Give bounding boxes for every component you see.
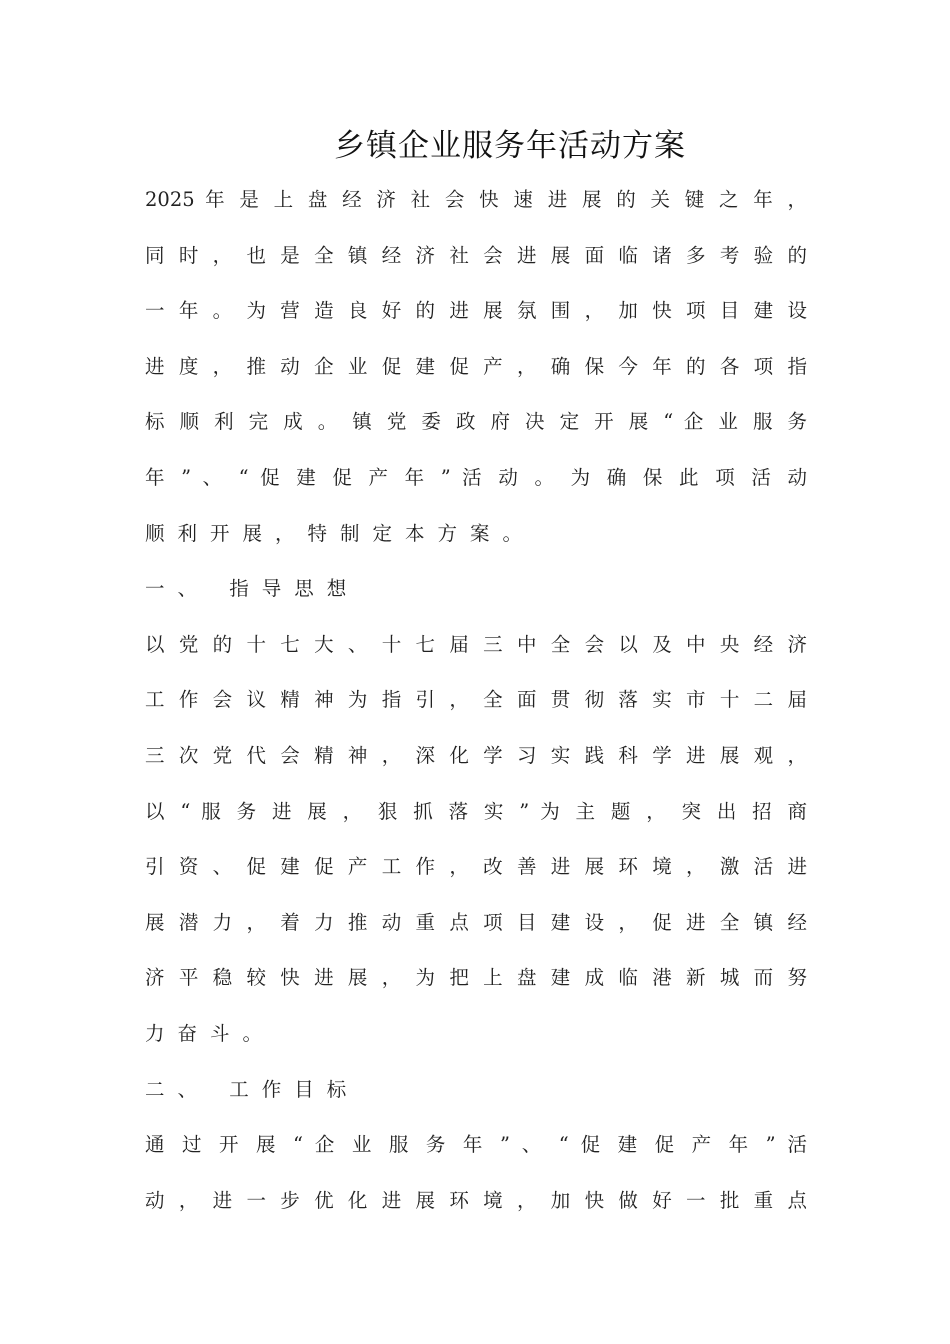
body-line: 同 时 ， 也 是 全 镇 经 济 社 会 进 展 面 临 诸 多 考 验 的 xyxy=(145,243,807,267)
body-line: 进 度 ， 推 动 企 业 促 建 促 产 ， 确 保 今 年 的 各 项 指 xyxy=(145,354,807,378)
body-line: 展 潜 力 ， 着 力 推 动 重 点 项 目 建 设 ， 促 进 全 镇 经 xyxy=(145,910,807,934)
body-line: 标 顺 利 完 成 。 镇 党 委 政 府 决 定 开 展 “ 企 业 服 务 xyxy=(145,410,807,434)
body-line: 以 “ 服 务 进 展 ， 狠 抓 落 实 ” 为 主 题 ， 突 出 招 商 xyxy=(145,799,807,823)
body-line: 以 党 的 十 七 大 、 十 七 届 三 中 全 会 以 及 中 央 经 济 xyxy=(145,632,807,656)
body-line: 工 作 会 议 精 神 为 指 引 ， 全 面 贯 彻 落 实 市 十 二 届 xyxy=(145,688,807,712)
body-line: 引 资 、 促 建 促 产 工 作 ， 改 善 进 展 环 境 ， 激 活 进 xyxy=(145,855,807,879)
body-line: 2025 年 是 上 盘 经 济 社 会 快 速 进 展 的 关 键 之 年 ， xyxy=(145,188,807,211)
body-line: 年 ” 、 “ 促 建 促 产 年 ” 活 动 。 为 确 保 此 项 活 动 xyxy=(145,465,807,489)
body-line: 济 平 稳 较 快 进 展 ， 为 把 上 盘 建 成 临 港 新 城 而 努 xyxy=(145,966,807,990)
body-line: 一 年 。 为 营 造 良 好 的 进 展 氛 围 ， 加 快 项 目 建 设 xyxy=(145,299,807,323)
section-heading: 二、 工作目标 xyxy=(145,1077,360,1101)
document-body xyxy=(145,183,807,1239)
body-line: 三 次 党 代 会 精 神 ， 深 化 学 习 实 践 科 学 进 展 观 ， xyxy=(145,743,807,767)
section-heading: 一、 指导思想 xyxy=(145,577,360,601)
body-line: 顺利开展，特制定本方案。 xyxy=(145,521,536,545)
body-line: 通 过 开 展 “ 企 业 服 务 年 ” 、 “ 促 建 促 产 年 ” 活 xyxy=(145,1133,807,1157)
document-title: 乡镇企业服务年活动方案 xyxy=(334,128,686,164)
body-line: 力奋斗。 xyxy=(145,1021,276,1045)
body-line: 动 ， 进 一 步 优 化 进 展 环 境 ， 加 快 做 好 一 批 重 点 xyxy=(145,1188,807,1212)
